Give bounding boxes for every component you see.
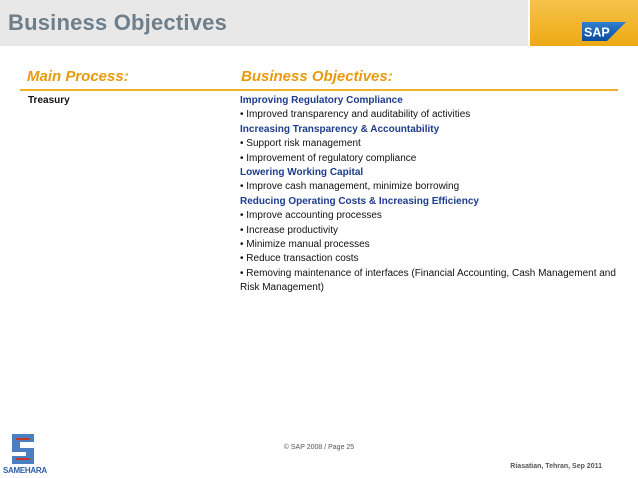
objective-bullet: • Improvement of regulatory compliance (240, 152, 417, 164)
page-footer: © SAP 2008 / Page 25 (283, 444, 355, 451)
author-footer: Riasatian, Tehran, Sep 2011 (510, 463, 602, 470)
main-process-heading: Main Process: (27, 68, 129, 85)
objective-bullet: • Improve accounting processes (240, 210, 382, 222)
header-divider (20, 89, 618, 91)
title-bar (0, 0, 528, 46)
objective-bullet: • Minimize manual processes (240, 239, 370, 251)
business-objectives-heading: Business Objectives: (241, 68, 393, 85)
objective-bullet: • Support risk management (240, 138, 361, 150)
sap-logo-text: SAP (584, 25, 610, 40)
page-title: Business Objectives (8, 10, 228, 35)
sap-logo-icon (582, 22, 626, 41)
objective-heading: Reducing Operating Costs & Increasing Efficiency (240, 195, 479, 207)
objective-bullet: • Removing maintenance of interfaces (Financial Accounting, Cash Management and Risk Management) (240, 267, 616, 294)
objective-heading: Increasing Transparency & Accountability (240, 123, 440, 135)
objectives-list (240, 94, 625, 296)
objective-heading: Lowering Working Capital (240, 167, 364, 179)
objective-bullet: • Increase productivity (240, 224, 338, 236)
objective-bullet: • Reduce transaction costs (240, 253, 359, 265)
process-name: Treasury (28, 95, 70, 106)
objective-bullet: • Improve cash management, minimize borrowing (240, 181, 460, 193)
sap-logo-box (530, 0, 638, 46)
objective-bullet: • Improved transparency and auditability of activities (240, 109, 471, 121)
brand-name: SAMEHARA (3, 466, 47, 475)
objective-heading: Improving Regulatory Compliance (240, 95, 403, 106)
